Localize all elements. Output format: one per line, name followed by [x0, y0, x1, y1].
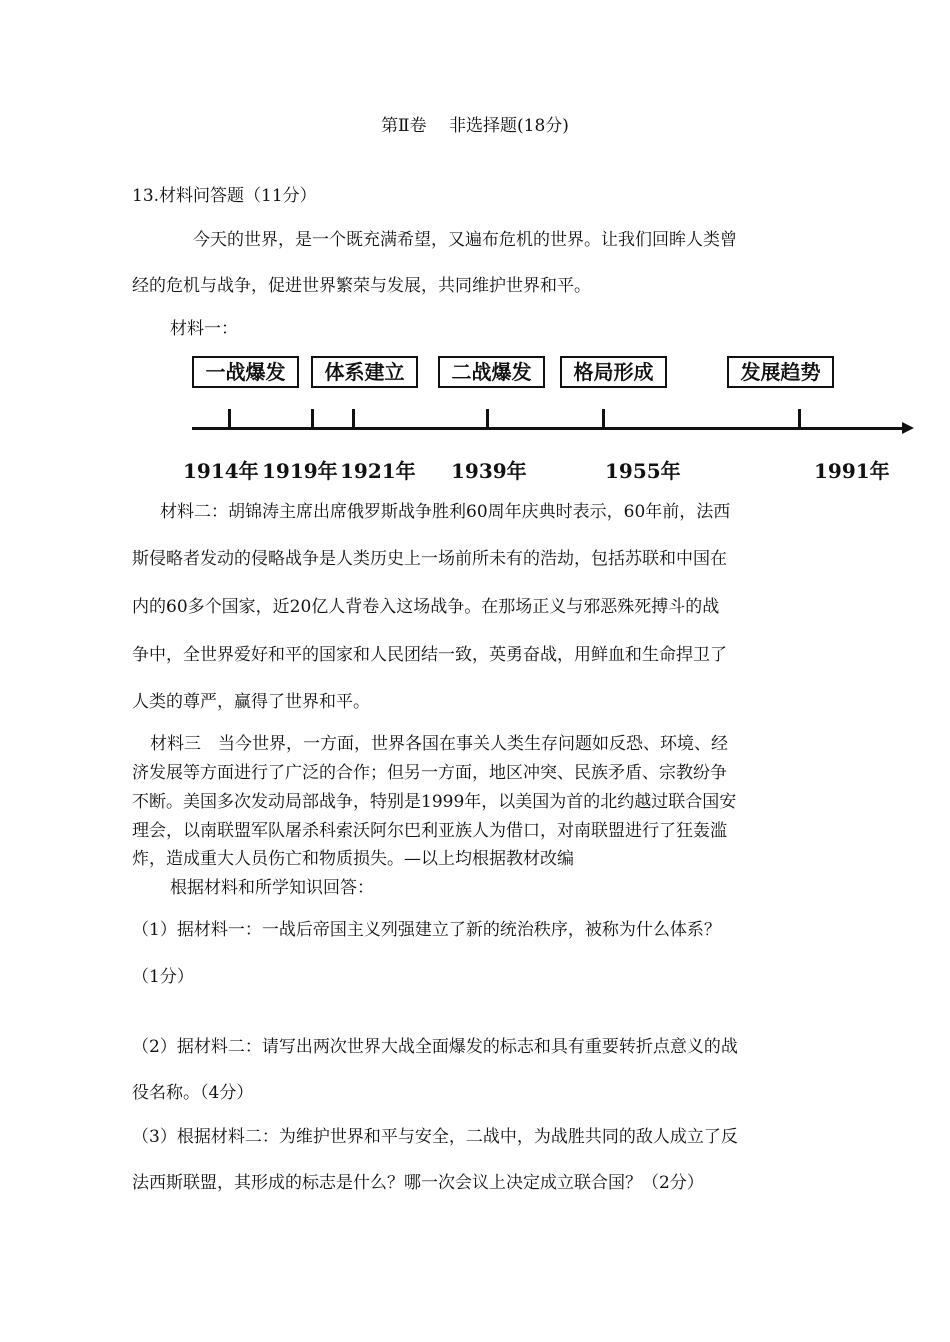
material3-line: 炸，造成重大人员伤亡和物质损失。—以上均根据教材改编 — [132, 849, 574, 869]
section-title: 第Ⅱ卷 非选择题(18分) — [381, 116, 569, 136]
material2-line: 人类的尊严，赢得了世界和平。 — [132, 692, 370, 712]
timeline-box: 一战爆发 — [192, 356, 299, 388]
question-heading: 13.材料问答题（11分） — [132, 186, 317, 206]
material3-line: 济发展等方面进行了广泛的合作；但另一方面，地区冲突、民族矛盾、宗教纷争 — [132, 763, 727, 783]
sub-question-line: 役名称。（4分） — [132, 1083, 254, 1103]
timeline-year: 1921年 — [340, 459, 416, 483]
timeline-box: 格局形成 — [560, 356, 667, 388]
timeline-box: 发展趋势 — [727, 356, 834, 388]
timeline-year: 1991年 — [814, 459, 890, 483]
timeline-year: 1955年 — [605, 459, 681, 483]
sub-question-line: 法西斯联盟，其形成的标志是什么？哪一次会议上决定成立联合国？（2分） — [132, 1173, 704, 1193]
material2-line: 争中，全世界爱好和平的国家和人民团结一致，英勇奋战，用鲜血和生命捍卫了 — [132, 645, 727, 665]
sub-question-line: （2）据材料二：请写出两次世界大战全面爆发的标志和具有重要转折点意义的战 — [132, 1037, 738, 1057]
timeline-tick — [228, 409, 231, 428]
material2-line: 内的60多个国家，近20亿人背卷入这场战争。在那场正义与邪恶殊死搏斗的战 — [132, 597, 720, 617]
material3-line: 材料三 当今世界，一方面，世界各国在事关人类生存问题如反恐、环境、经 — [150, 734, 728, 754]
sub-question-line: （3）根据材料二：为维护世界和平与安全，二战中，为战胜共同的敌人成立了反 — [132, 1127, 738, 1147]
material3-line: 理会，以南联盟军队屠杀科索沃阿尔巴利亚族人为借口，对南联盟进行了狂轰滥 — [132, 821, 727, 841]
material2-line: 材料二：胡锦涛主席出席俄罗斯战争胜利60周年庆典时表示，60年前，法西 — [160, 502, 731, 522]
intro-line: 经的危机与战争，促进世界繁荣与发展，共同维护世界和平。 — [132, 276, 591, 296]
instruction: 根据材料和所学知识回答： — [170, 878, 374, 898]
material2-line: 斯侵略者发动的侵略战争是人类历史上一场前所未有的浩劫，包括苏联和中国在 — [132, 549, 727, 569]
material1-label: 材料一： — [170, 319, 238, 339]
timeline-box: 二战爆发 — [438, 356, 545, 388]
timeline-tick — [486, 409, 489, 428]
timeline-year: 1939年 — [451, 459, 527, 483]
timeline-tick — [352, 409, 355, 428]
timeline-tick — [311, 409, 314, 428]
intro-line: 今天的世界，是一个既充满希望，又遍布危机的世界。让我们回眸人类曾 — [193, 230, 737, 250]
timeline-year: 1914年 — [183, 459, 259, 483]
material3-line: 不断。美国多次发动局部战争，特别是1999年，以美国为首的北约越过联合国安 — [132, 792, 737, 812]
sub-question-line: （1分） — [132, 967, 194, 987]
timeline-tick — [602, 409, 605, 428]
sub-question-line: （1）据材料一：一战后帝国主义列强建立了新的统治秩序，被称为什么体系？ — [132, 920, 721, 940]
timeline-year: 1919年 — [262, 459, 338, 483]
timeline-arrow-icon — [902, 422, 914, 434]
timeline-box: 体系建立 — [311, 356, 418, 388]
timeline-tick — [798, 409, 801, 428]
